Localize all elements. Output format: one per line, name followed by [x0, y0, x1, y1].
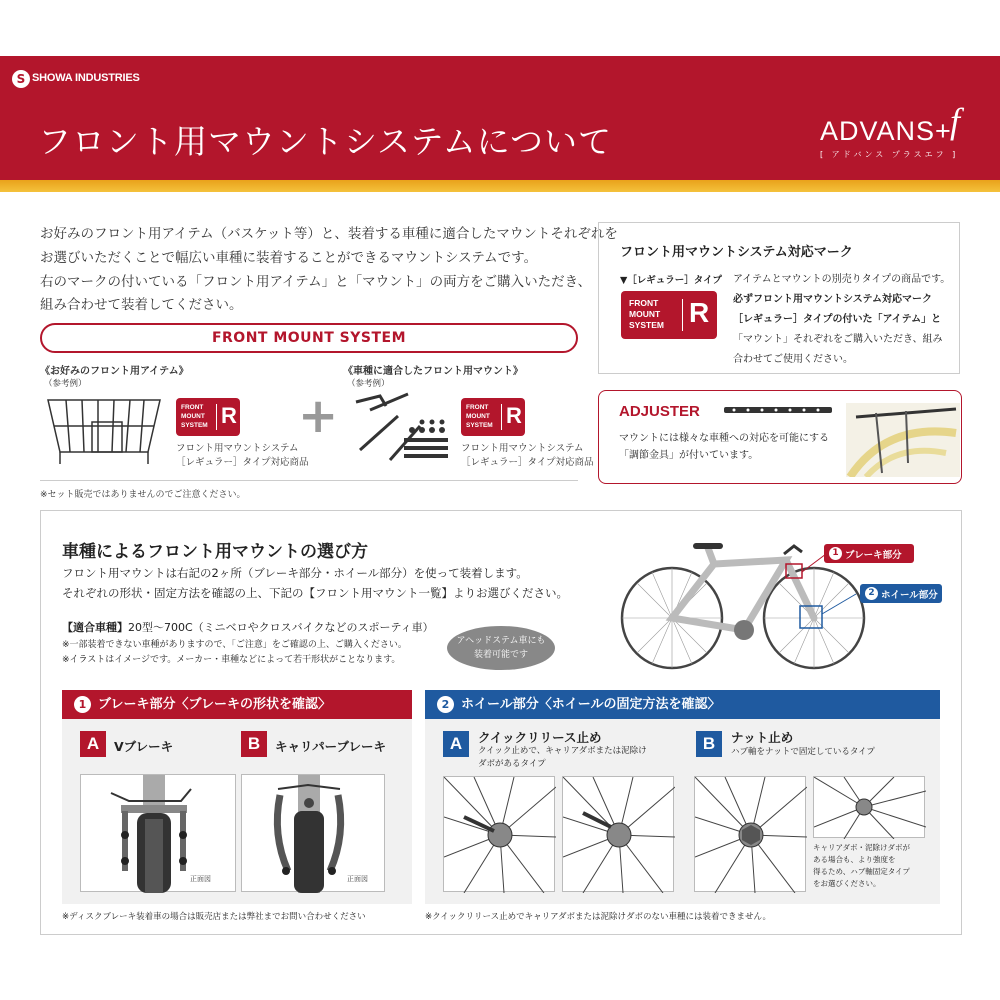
divider: [40, 480, 578, 481]
nut-fixed-hub-illustration: [695, 777, 807, 893]
item-caption: フロント用マウントシステム: [176, 443, 299, 454]
v-brake-panel: [80, 774, 236, 892]
front-mount-system-title: FRONT MOUNT SYSTEM: [211, 330, 407, 346]
header-stripe: [0, 180, 1000, 192]
wheel-section-header: 2 ホイール部分〈ホイールの固定方法を確認〉: [425, 690, 940, 719]
intro-line: 右のマークの付いている「フロント用アイテム」と「マウント」の両方をご購入いただき、: [40, 274, 592, 290]
adjuster-title: ADJUSTER: [619, 403, 700, 420]
caliper-brake-label: キャリパーブレーキ: [275, 739, 387, 754]
option-b-badge: B: [241, 731, 267, 757]
front-mount-r-badge: FRONT MOUNT SYSTEM R: [176, 398, 240, 436]
guide-note: ※イラストはイメージです。メーカー・車種などによって若干形状がことなります。: [62, 655, 401, 665]
intro-line: お選びいただくことで幅広い車種に装着することができるマウントシステムです。: [40, 250, 538, 266]
mark-description: アイテムとマウントの別売りタイプの商品です。 必ずフロント用マウントシステム対応マーク ［レギュラー］タイプの付いた「アイテム」と 「マウント」それぞれをご購入いただき、組み 合わせてご使用ください。: [733, 274, 951, 365]
nut-fixed-hub-illustration: [814, 777, 926, 839]
quick-release-note: ※クイックリリース止めでキャリアダボまたは泥除けダボのない車種には装着できません。: [425, 912, 772, 922]
company-logo-icon: S: [12, 70, 30, 88]
v-brake-label: Vブレーキ: [114, 739, 174, 754]
fit-vehicle: 【適合車種】20型〜700C（ミニベロやクロスバイクなどのスポーティ車）: [62, 621, 434, 634]
mount-heading: 《車種に適合したフロント用マウント》: [343, 366, 523, 377]
adjuster-bracket-icon: [724, 405, 834, 415]
mount-caption: フロント用マウントシステム: [461, 443, 584, 454]
item-caption: ［レギュラー］タイプ対応商品: [176, 457, 309, 468]
mount-caption: ［レギュラー］タイプ対応商品: [461, 457, 594, 468]
hub-fixed-note: キャリアダボ・泥除けダボが ある場合も、より強度を 得るため、ハブ軸固定タイプ をお選びください。: [813, 843, 910, 888]
guide-line: フロント用マウントは右記の2ヶ所（ブレーキ部分・ホイール部分）を使って装着します。: [62, 566, 528, 580]
v-brake-illustration: [81, 775, 237, 893]
mount-parts-illustration: [350, 390, 450, 466]
option-a-badge: A: [80, 731, 106, 757]
disc-brake-note: ※ディスクブレーキ装着車の場合は販売店または弊社までお問い合わせください: [62, 912, 366, 922]
mount-ref: （参考例）: [347, 379, 390, 389]
adjuster-photo: [846, 403, 960, 477]
ahead-stem-text: アヘッドステム車にも 装着可能です: [456, 636, 546, 660]
front-mount-r-badge: FRONT MOUNT SYSTEM R: [461, 398, 525, 436]
quick-release-desc: クイック止めで、キャリアダボまたは泥除け ダボがあるタイプ: [478, 746, 647, 769]
brake-callout: 1 ブレーキ部分: [824, 544, 914, 563]
brand-logo: ADVANS+: [820, 116, 952, 146]
nut-fixed-panel: [694, 776, 806, 892]
company-name: SHOWA INDUSTRIES: [32, 72, 140, 84]
quick-release-hub-illustration: [563, 777, 675, 893]
wheel-callout: 2 ホイール部分: [860, 584, 942, 603]
nut-fixed-label: ナット止め: [731, 730, 794, 745]
set-note: ※セット販売ではありませんのでご注意ください。: [40, 490, 246, 500]
guide-note: ※一部装着できない車種がありますので、「ご注意」をご確認の上、ご購入ください。: [62, 640, 407, 650]
intro-line: 組み合わせて装着してください。: [40, 297, 243, 313]
quick-release-label: クイックリリース止め: [478, 730, 602, 745]
basket-illustration: [44, 392, 164, 470]
quick-release-panel-1: [443, 776, 555, 892]
quick-release-hub-illustration: [444, 777, 556, 893]
option-b-badge: B: [696, 731, 722, 757]
front-view-label: 正面図: [347, 875, 368, 883]
brake-section-header: 1 ブレーキ部分〈ブレーキの形状を確認〉: [62, 690, 412, 719]
guide-line: それぞれの形状・固定方法を確認の上、下記の【フロント用マウント一覧】よりお選びください。: [62, 586, 568, 600]
adjuster-description: マウントには様々な車種への対応を可能にする 「調節金具」が付いています。: [619, 433, 829, 461]
mark-type-label: ▼［レギュラー］タイプ: [620, 275, 722, 286]
nut-fixed-panel-small: [813, 776, 925, 838]
page-title: フロント用マウントシステムについて: [38, 122, 613, 161]
intro-line: お好みのフロント用アイテム（バスケット等）と、装着する車種に適合したマウントそれぞれを: [40, 226, 618, 242]
brand-logo-f: f: [950, 101, 961, 141]
front-view-label: 正面図: [190, 875, 211, 883]
item-heading: 《お好みのフロント用アイテム》: [40, 366, 189, 377]
item-ref: （参考例）: [44, 379, 87, 389]
nut-fixed-desc: ハブ軸をナットで固定しているタイプ: [731, 747, 875, 757]
mark-box-title: フロント用マウントシステム対応マーク: [620, 245, 853, 260]
quick-release-panel-2: [562, 776, 674, 892]
option-a-badge: A: [443, 731, 469, 757]
brand-subtitle: [ アドバンス プラスエフ ]: [820, 150, 959, 159]
plus-icon: +: [298, 388, 339, 444]
front-mount-r-badge: FRONT MOUNT SYSTEM R: [621, 291, 717, 339]
guide-title: 車種によるフロント用マウントの選び方: [62, 542, 368, 562]
